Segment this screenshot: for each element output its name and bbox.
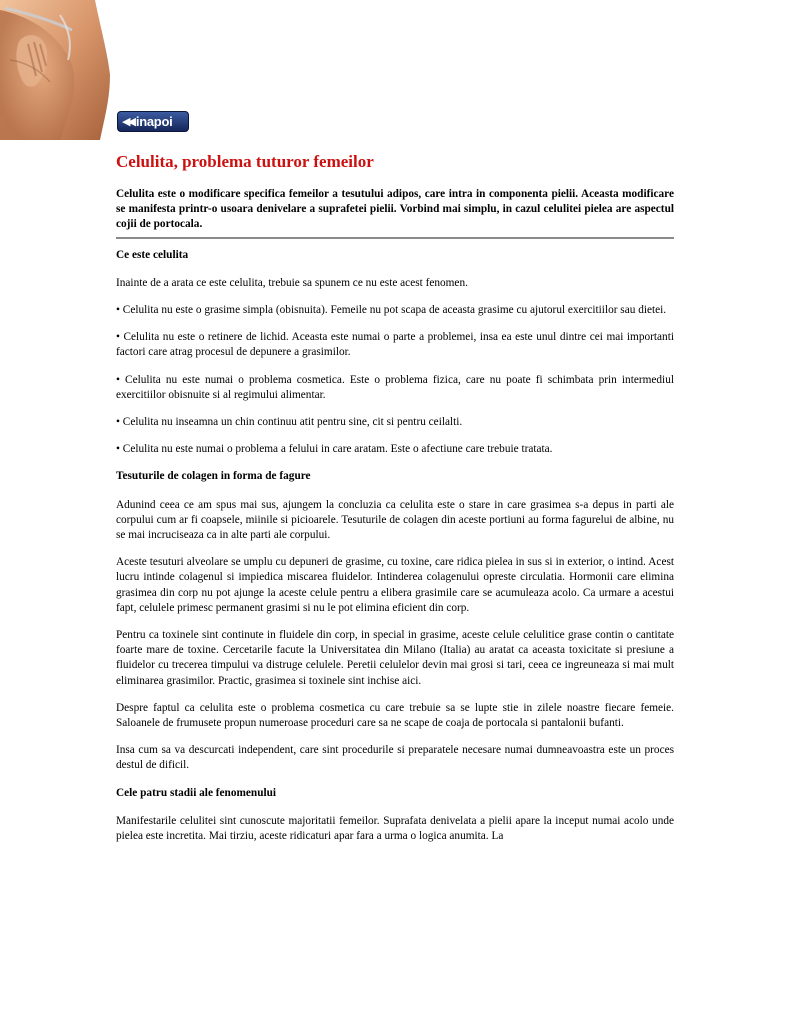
section-heading: Ce este celulita	[116, 248, 189, 261]
list-item: • Celulita nu este o grasime simpla (obisnuita). Femeile nu pot scapa de aceasta grasime cu ajutorul exercitiilor sau dietei.	[116, 304, 667, 317]
article-title: Celulita, problema tuturor femeilor	[116, 152, 374, 171]
paragraph: Aceste tesuturi alveolare se umplu cu depuneri de grasime, cu toxine, care ridica pielea in sus si in exterior, o intind. Acest lucru intinde colagenul si impiedica miscarea fluidelor. Intinderea colagenului opreste circulatia. Hormonii care elimina grasimea din corp nu pot ajunge la aceste celule pentru a elibera grasimile care se acumuleaza acolo. Ca urmare a acestui fapt, celulele primesc permanent grasimi si nu le pot elimina eficient din corp.	[116, 556, 674, 614]
paragraph: Pentru ca toxinele sint continute in fluidele din corp, in special in grasime, aceste celule celulitice grase contin o cantitate foarte mare de toxine. Cercetarile facute la Universitatea din Milano (Italia) au aratat ca aceasta toxicitate si presiune a fluidelor cu trecerea timpului va distruge celulele. Peretii celulelor devin mai grosi si tari, ceea ce ingreuneaza si mai mult eliminarea grasimilor. Practic, grasimea si toxinele sint inchise aici.	[116, 629, 674, 687]
list-item: • Celulita nu este numai o problema a felului in care aratam. Este o afectiune care trebuie tratata.	[116, 443, 553, 456]
article-intro: Celulita este o modificare specifica femeilor a tesutului adipos, care intra in componenta pielii. Aceasta modificare se manifesta printr-o usoara denivelare a suprafetei pielii. Vorbind mai simplu, in cazul celulitei pielea are aspectul cojii de portocala.	[116, 188, 674, 231]
divider	[116, 237, 674, 239]
paragraph: Despre faptul ca celulita este o problema cosmetica cu care trebuie sa se lupte stie in zilele noastre fiecare femeie. Saloanele de frumusete propun numeroase proceduri care sa ne scape de coaja de portocala si pantalonii bufanti.	[116, 701, 674, 730]
paragraph: Inainte de a arata ce este celulita, trebuie sa spunem ce nu este acest fenomen.	[116, 276, 468, 289]
list-item: • Celulita nu este numai o problema cosmetica. Este o problema fizica, care nu poate fi schimbata prin intermediul exercitiilor obisnuite si al regimului alimentar.	[116, 373, 674, 401]
paragraph: Adunind ceea ce am spus mai sus, ajungem la concluzia ca celulita este o stare in care grasimea s-a depus in parti ale corpului cum ar fi coapsele, miinile si picioarele. Tesuturile de colagen din aceste portiuni au forma fagurelui de albine, nu se mai incruciseaza ca in alte parti ale corpului.	[116, 498, 674, 542]
list-item: • Celulita nu este o retinere de lichid. Aceasta este numai o parte a problemei, insa ea este unul dintre cei mai importanti factori care atrag procesul de depunere a grasimilor.	[116, 331, 674, 359]
paragraph: Insa cum sa va descurcati independent, care sint procedurile si preparatele necesare numai dumneavoastra este un proces destul de dificil.	[116, 744, 674, 772]
back-button[interactable]	[117, 111, 189, 132]
article	[116, 150, 674, 856]
back-button-label: inapoi	[135, 114, 173, 129]
double-chevron-left-icon: ◀◀	[122, 115, 133, 128]
hero-image	[0, 0, 110, 140]
paragraph: Manifestarile celulitei sint cunoscute majoritatii femeilor. Suprafata denivelata a pielii apare la inceput numai acolo unde pielea este incretita. Mai tirziu, aceste ridicaturi apar fara a urma o logica anumita. La	[116, 814, 674, 843]
section-heading: Tesuturile de colagen in forma de fagure	[116, 470, 311, 483]
body-photo-illustration	[0, 0, 110, 140]
list-item: • Celulita nu inseamna un chin continuu atit pentru sine, cit si pentru ceilalti.	[116, 416, 463, 429]
section-heading: Cele patru stadii ale fenomenului	[116, 786, 277, 799]
